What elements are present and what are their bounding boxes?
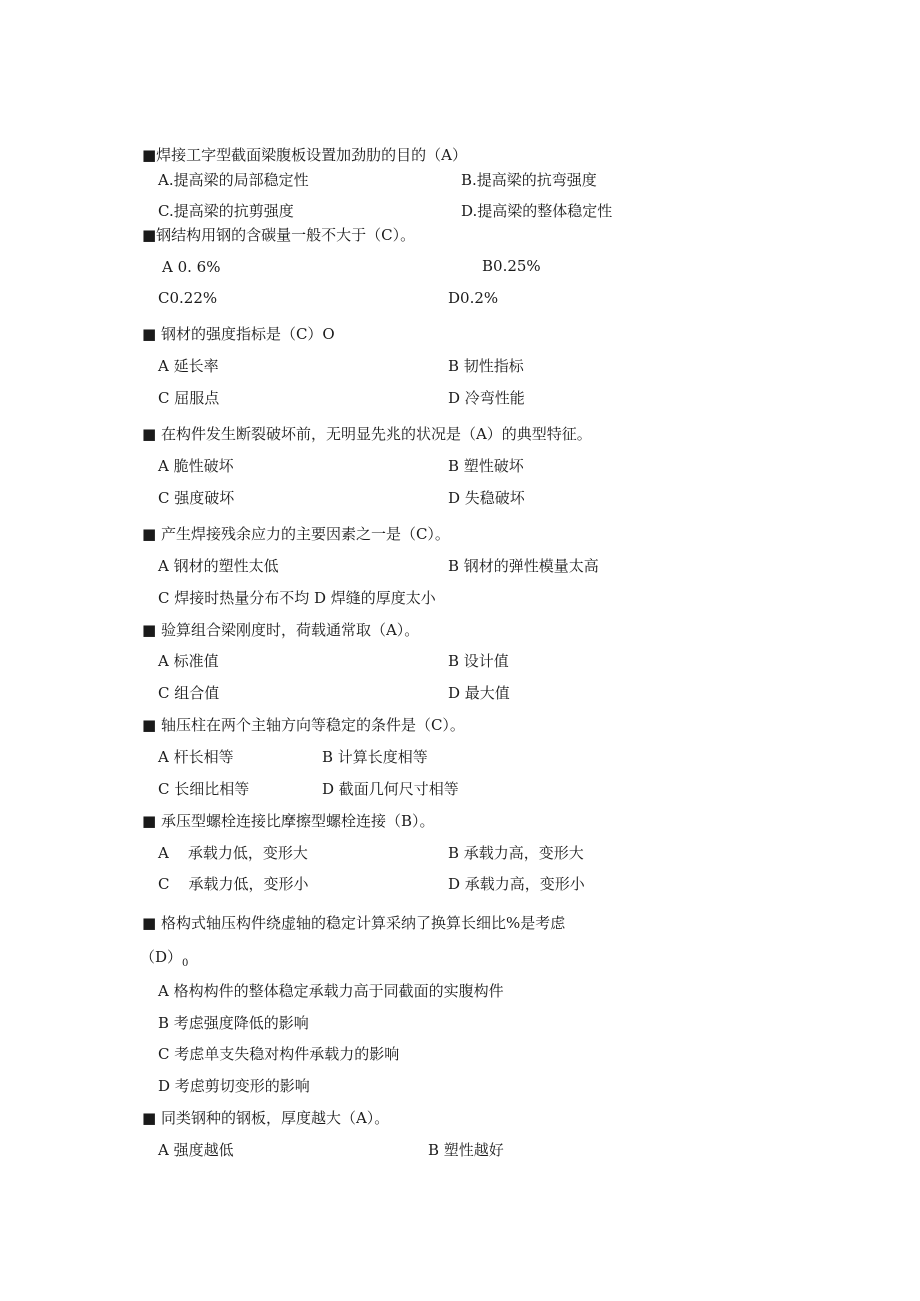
question-3-option-c: C 屈服点 [158,389,220,407]
question-2-option-b: B0.25% [482,257,541,275]
question-1-option-c: C.提高梁的抗剪强度 [158,202,294,220]
question-1-option-a: A.提高梁的局部稳定性 [158,171,309,189]
question-3-stem: ■ 钢材的强度指标是（C）O [142,325,335,343]
question-6-option-c: C 组合值 [158,684,220,702]
question-7-option-c: C 长细比相等 [158,780,250,798]
question-2-stem: ■钢结构用钢的含碳量一般不大于（C）。 [142,226,416,244]
question-8-stem: ■ 承压型螺栓连接比摩擦型螺栓连接（B）。 [142,812,435,830]
question-4-option-d: D 失稳破坏 [448,489,525,507]
question-7-option-b: B 计算长度相等 [322,748,428,766]
question-4-option-c: C 强度破坏 [158,489,235,507]
question-10-stem: ■ 同类钢种的钢板，厚度越大（A）。 [142,1109,390,1127]
question-2-option-d: D0.2% [448,289,499,307]
question-3-option-d: D 冷弯性能 [448,389,525,407]
question-3-option-b: B 韧性指标 [448,357,524,375]
question-8-option-c: C 承载力低，变形小 [158,875,309,893]
question-10-option-b: B 塑性越好 [428,1141,504,1159]
question-5-stem: ■ 产生焊接残余应力的主要因素之一是（C）。 [142,525,450,543]
question-2-option-c: C0.22% [158,289,218,307]
question-9-answer: （D） [140,948,183,966]
question-9-option-d: D 考虑剪切变形的影响 [158,1077,310,1095]
question-3-option-a: A 延长率 [158,357,219,375]
question-5-option-a: A 钢材的塑性太低 [158,557,279,575]
question-6-stem: ■ 验算组合梁刚度时，荷载通常取（A）。 [142,621,420,639]
question-9-option-c: C 考虑单支失稳对构件承载力的影响 [158,1045,400,1063]
question-9-stem-continued [140,947,188,967]
question-10-option-a: A 强度越低 [158,1141,234,1159]
question-2-option-a: A 0. 6% [162,258,221,276]
question-9-stem: ■ 格构式轴压构件绕虚轴的稳定计算采纳了换算长细比%是考虑 [142,914,566,932]
question-8-option-a: A 承载力低，变形大 [158,844,308,862]
question-6-option-d: D 最大值 [448,684,510,702]
question-4-option-b: B 塑性破坏 [448,457,524,475]
question-1-option-b: B.提高梁的抗弯强度 [461,171,597,189]
question-4-stem: ■ 在构件发生断裂破坏前，无明显先兆的状况是（A）的典型特征。 [142,425,592,443]
question-8-option-d: D 承载力高，变形小 [448,875,585,893]
question-5-option-cd: C 焊接时热量分布不均 D 焊缝的厚度太小 [158,589,436,607]
question-1-option-d: D.提高梁的整体稳定性 [461,202,613,220]
question-8-option-b: B 承载力高，变形大 [448,844,584,862]
question-4-option-a: A 脆性破坏 [158,457,234,475]
question-9-option-a: A 格构构件的整体稳定承载力高于同截面的实腹构件 [158,982,504,1000]
question-9-option-b: B 考虑强度降低的影响 [158,1014,309,1032]
question-7-stem: ■ 轴压柱在两个主轴方向等稳定的条件是（C）。 [142,716,465,734]
question-5-option-b: B 钢材的弹性模量太高 [448,557,599,575]
question-6-option-a: A 标准值 [158,652,219,670]
question-7-option-a: A 杆长相等 [158,748,234,766]
question-6-option-b: B 设计值 [448,652,509,670]
question-1-stem: ■焊接工字型截面梁腹板设置加劲肋的目的（A） [142,146,468,164]
question-9-answer-suffix: 0 [182,958,189,969]
question-7-option-d: D 截面几何尺寸相等 [322,780,459,798]
